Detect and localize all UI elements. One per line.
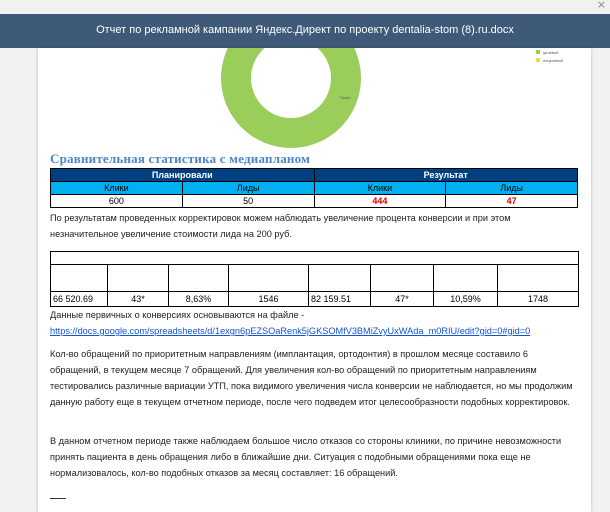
result-leads: 47	[446, 195, 578, 208]
stat-lead-cost-prev: 1546	[229, 292, 309, 307]
header-result: Результат	[314, 169, 578, 182]
table-cell	[498, 265, 579, 292]
col-leads: Лиды	[446, 182, 578, 195]
window-titlebar	[0, 0, 610, 14]
legend-label: целевой	[543, 49, 559, 55]
document-header	[0, 14, 610, 48]
paragraph-refusals: В данном отчетном периоде также наблюдаем большое число отказов со стороны клиники, по причине невозможности принять пациента в день обращения либо в ближайшие дни. Ситуация с подобными обращениями пока еще не нормализовалось, кол-во подобных отказов за месяц составляет: 16 обращений.	[50, 436, 562, 478]
pie-chart-hole	[251, 48, 331, 118]
paragraph-priority: Кол-во обращений по приоритетным направлениям (имплантация, ортодонтия) в прошлом месяце составило 6 обращений, в текущем месяце 7 обращений. Для увеличения кол-во обращений по приоритетным направлениям тестировались различные вариации УТП, пока видимого увеличения числа конверсии не наблюдается, но мы продолжим данную работу еще в текущем отчетном периоде, после чего подведем итог целесообразности подобных корректировок.	[50, 349, 573, 407]
stats-table	[50, 251, 579, 307]
legend-swatch-green	[536, 50, 540, 54]
table-cell	[371, 265, 434, 292]
stat-lead-cost-curr: 1748	[498, 292, 579, 307]
data-source-text: Данные первичных о конверсиях основываются на файле -	[50, 310, 305, 320]
document-title: Отчет по рекламной кампании Яндекс.Директ по проекту dentalia-stom (8).ru.docx	[96, 24, 514, 36]
legend-item	[536, 56, 563, 64]
result-clicks: 444	[314, 195, 446, 208]
paragraph-summary: По результатам проведенных корректировок можем наблюдать увеличение процента конверсии и при этом незначительное увеличение стоимости лида на 200 руб.	[50, 213, 511, 239]
stat-conv-curr: 47*	[371, 292, 434, 307]
table-row	[51, 252, 579, 265]
table-cell	[51, 265, 108, 292]
legend-swatch-yellow	[536, 58, 540, 62]
close-icon[interactable]: ×	[596, 0, 606, 11]
table-cell	[51, 252, 579, 265]
table-header-row	[51, 169, 578, 182]
spreadsheet-link[interactable]: https://docs.google.com/spreadsheets/d/1exgn6pEZSOaRenk5jGKSOMfV3BMiZvyUxWAda_m0RIU/edit?gid=0#gid=0	[50, 326, 531, 336]
document-page	[38, 48, 591, 512]
header-planned: Планировали	[51, 169, 315, 182]
data-source-note	[50, 307, 578, 339]
divider	[50, 498, 66, 499]
stat-cost-prev: 66 520.69	[51, 292, 108, 307]
stat-rate-prev: 8,63%	[169, 292, 229, 307]
stat-cost-curr: 82 159.51	[309, 292, 371, 307]
table-row	[51, 292, 579, 307]
col-leads: Лиды	[182, 182, 314, 195]
table-cell	[434, 265, 498, 292]
pie-chart-label: Госпо	[340, 95, 351, 100]
table-cell	[309, 265, 371, 292]
table-row	[51, 195, 578, 208]
stat-rate-curr: 10,59%	[434, 292, 498, 307]
legend-label: нецелевой	[543, 57, 563, 63]
col-clicks: Клики	[314, 182, 446, 195]
pie-chart-legend	[536, 48, 563, 64]
table-row	[51, 265, 579, 292]
legend-item	[536, 48, 563, 56]
planned-clicks: 600	[51, 195, 183, 208]
planned-leads: 50	[182, 195, 314, 208]
stat-conv-prev: 43*	[108, 292, 169, 307]
table-cell	[108, 265, 169, 292]
plan-comparison-table	[50, 168, 578, 208]
col-clicks: Клики	[51, 182, 183, 195]
section-title: Сравнительная статистика с медиапланом	[50, 151, 311, 166]
table-subheader-row	[51, 182, 578, 195]
table-cell	[169, 265, 229, 292]
table-cell	[229, 265, 309, 292]
